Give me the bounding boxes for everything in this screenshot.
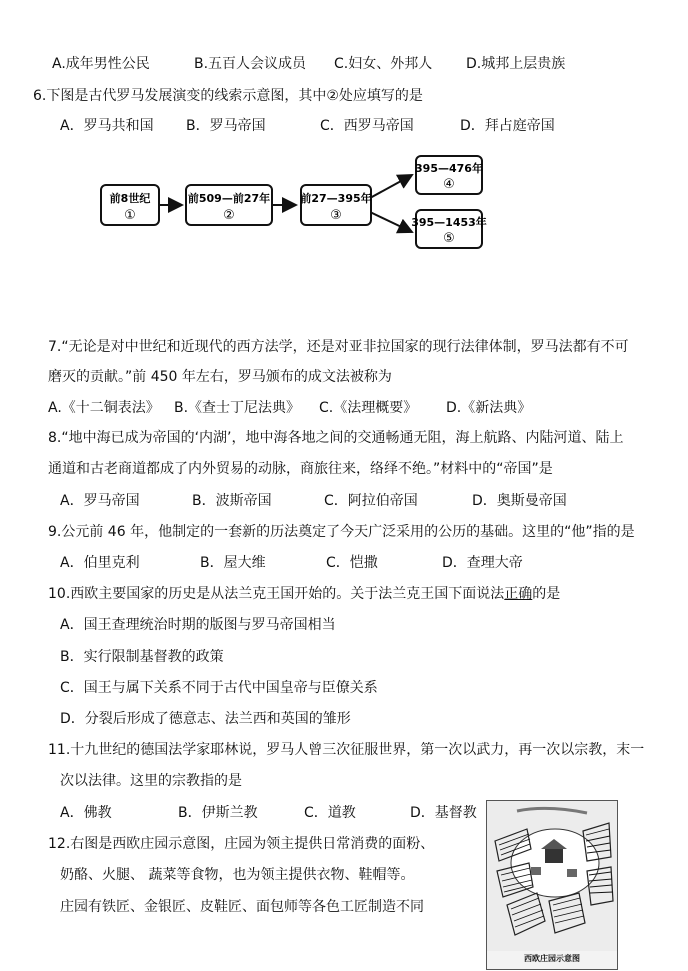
- q10-option-c: C．国王与属下关系不同于古代中国皇帝与臣僚关系: [60, 680, 378, 696]
- q5-option-d: D.城邦上层贵族: [466, 56, 566, 72]
- q9-stem: 9.公元前 46 年，他制定的一套新的历法奠定了今天广泛采用的公历的基础。这里的“他”指的是: [48, 524, 635, 540]
- q11-option-c: C．道教: [304, 805, 356, 821]
- arrow-3-4: [370, 175, 412, 198]
- q6-stem: 6.下图是古代罗马发展演变的线索示意图，其中②处应填写的是: [33, 88, 423, 104]
- q11-stem-line2: 次以法律。这里的宗教指的是: [60, 773, 242, 789]
- q6-option-b: B．罗马帝国: [186, 118, 266, 134]
- q11-stem-line1: 11.十九世纪的德国法学家耶林说，罗马人曾三次征服世界，第一次以武力，再一次以宗教，末一: [48, 742, 645, 758]
- q10-stem-before: 10.西欧主要国家的历史是从法兰克王国开始的。关于法兰克王国下面说法: [48, 586, 505, 602]
- q7-option-d: D.《新法典》: [446, 400, 532, 416]
- q5-option-c: C.妇女、外邦人: [334, 56, 433, 72]
- node-4-num: ④: [443, 177, 455, 192]
- q10-option-b: B．实行限制基督教的政策: [60, 649, 224, 665]
- q9-option-c: C．恺撒: [326, 555, 378, 571]
- q8-option-a: A．罗马帝国: [60, 493, 140, 509]
- node-5-num: ⑤: [443, 231, 455, 246]
- node-2-num: ②: [223, 208, 235, 223]
- q7-stem-line1: 7.“无论是对中世纪和近现代的西方法学，还是对亚非拉国家的现行法律体制，罗马法都有不可: [48, 339, 629, 355]
- q8-option-c: C．阿拉伯帝国: [324, 493, 418, 509]
- q11-option-d: D．基督教: [410, 805, 477, 821]
- q10-option-a: A．国王查理统治时期的版图与罗马帝国相当: [60, 617, 336, 633]
- manor-map-caption: 西欧庄园示意图: [524, 954, 580, 963]
- node-1-date: 前8世纪: [109, 192, 151, 205]
- q10-stem-after: 的是: [532, 586, 561, 602]
- node-4-date: 395—476年: [415, 162, 483, 175]
- node-1-num: ①: [124, 208, 136, 223]
- q9-option-b: B．屋大维: [200, 555, 266, 571]
- manor-map-figure: [486, 800, 618, 970]
- node-3-date: 前27—395年: [300, 192, 372, 205]
- q7-option-a: A.《十二铜表法》: [48, 400, 160, 416]
- q5-option-a: A.成年男性公民: [52, 56, 150, 72]
- q11-option-a: A．佛教: [60, 805, 112, 821]
- q6-option-d: D．拜占庭帝国: [460, 118, 555, 134]
- q11-option-b: B．伊斯兰教: [178, 805, 258, 821]
- q8-option-b: B．波斯帝国: [192, 493, 272, 509]
- node-5-date: 395—1453年: [411, 216, 487, 229]
- q10-stem: [48, 584, 560, 604]
- q8-stem-line2: 通道和古老商道都成了内外贸易的动脉，商旅往来，络绎不绝。”材料中的“帝国”是: [48, 461, 553, 477]
- q12-stem-line2: 奶酪、火腿、 蔬菜等食物，也为领主提供衣物、鞋帽等。: [60, 867, 415, 883]
- q7-option-c: C.《法理概要》: [319, 400, 418, 416]
- rome-timeline-diagram: [0, 150, 688, 270]
- node-3-num: ③: [330, 208, 342, 223]
- q5-option-b: B.五百人会议成员: [194, 56, 307, 72]
- q12-stem-line3: 庄园有铁匠、金银匠、皮鞋匠、面包师等各色工匠制造不同: [60, 899, 424, 915]
- q6-option-c: C．西罗马帝国: [320, 118, 414, 134]
- q9-option-d: D．查理大帝: [442, 555, 523, 571]
- q7-option-b: B.《查士丁尼法典》: [174, 400, 301, 416]
- arrow-3-5: [370, 212, 412, 232]
- q10-stem-underline: 正确: [504, 586, 533, 602]
- q9-option-a: A．伯里克利: [60, 555, 140, 571]
- q8-option-d: D．奥斯曼帝国: [472, 493, 567, 509]
- node-2-date: 前509—前27年: [187, 192, 271, 205]
- q10-option-d: D．分裂后形成了德意志、法兰西和英国的雏形: [60, 711, 351, 727]
- manor-map-illustration: [487, 801, 617, 951]
- q8-stem-line1: 8.“地中海已成为帝国的‘内湖’，地中海各地之间的交通畅通无阻，海上航路、内陆河道、陆上: [48, 430, 624, 446]
- q7-stem-line2: 磨灭的贡献。”前 450 年左右，罗马颁布的成文法被称为: [48, 369, 392, 385]
- q6-option-a: A．罗马共和国: [60, 118, 154, 134]
- q12-stem-line1: 12.右图是西欧庄园示意图，庄园为领主提供日常消费的面粉、: [48, 836, 435, 852]
